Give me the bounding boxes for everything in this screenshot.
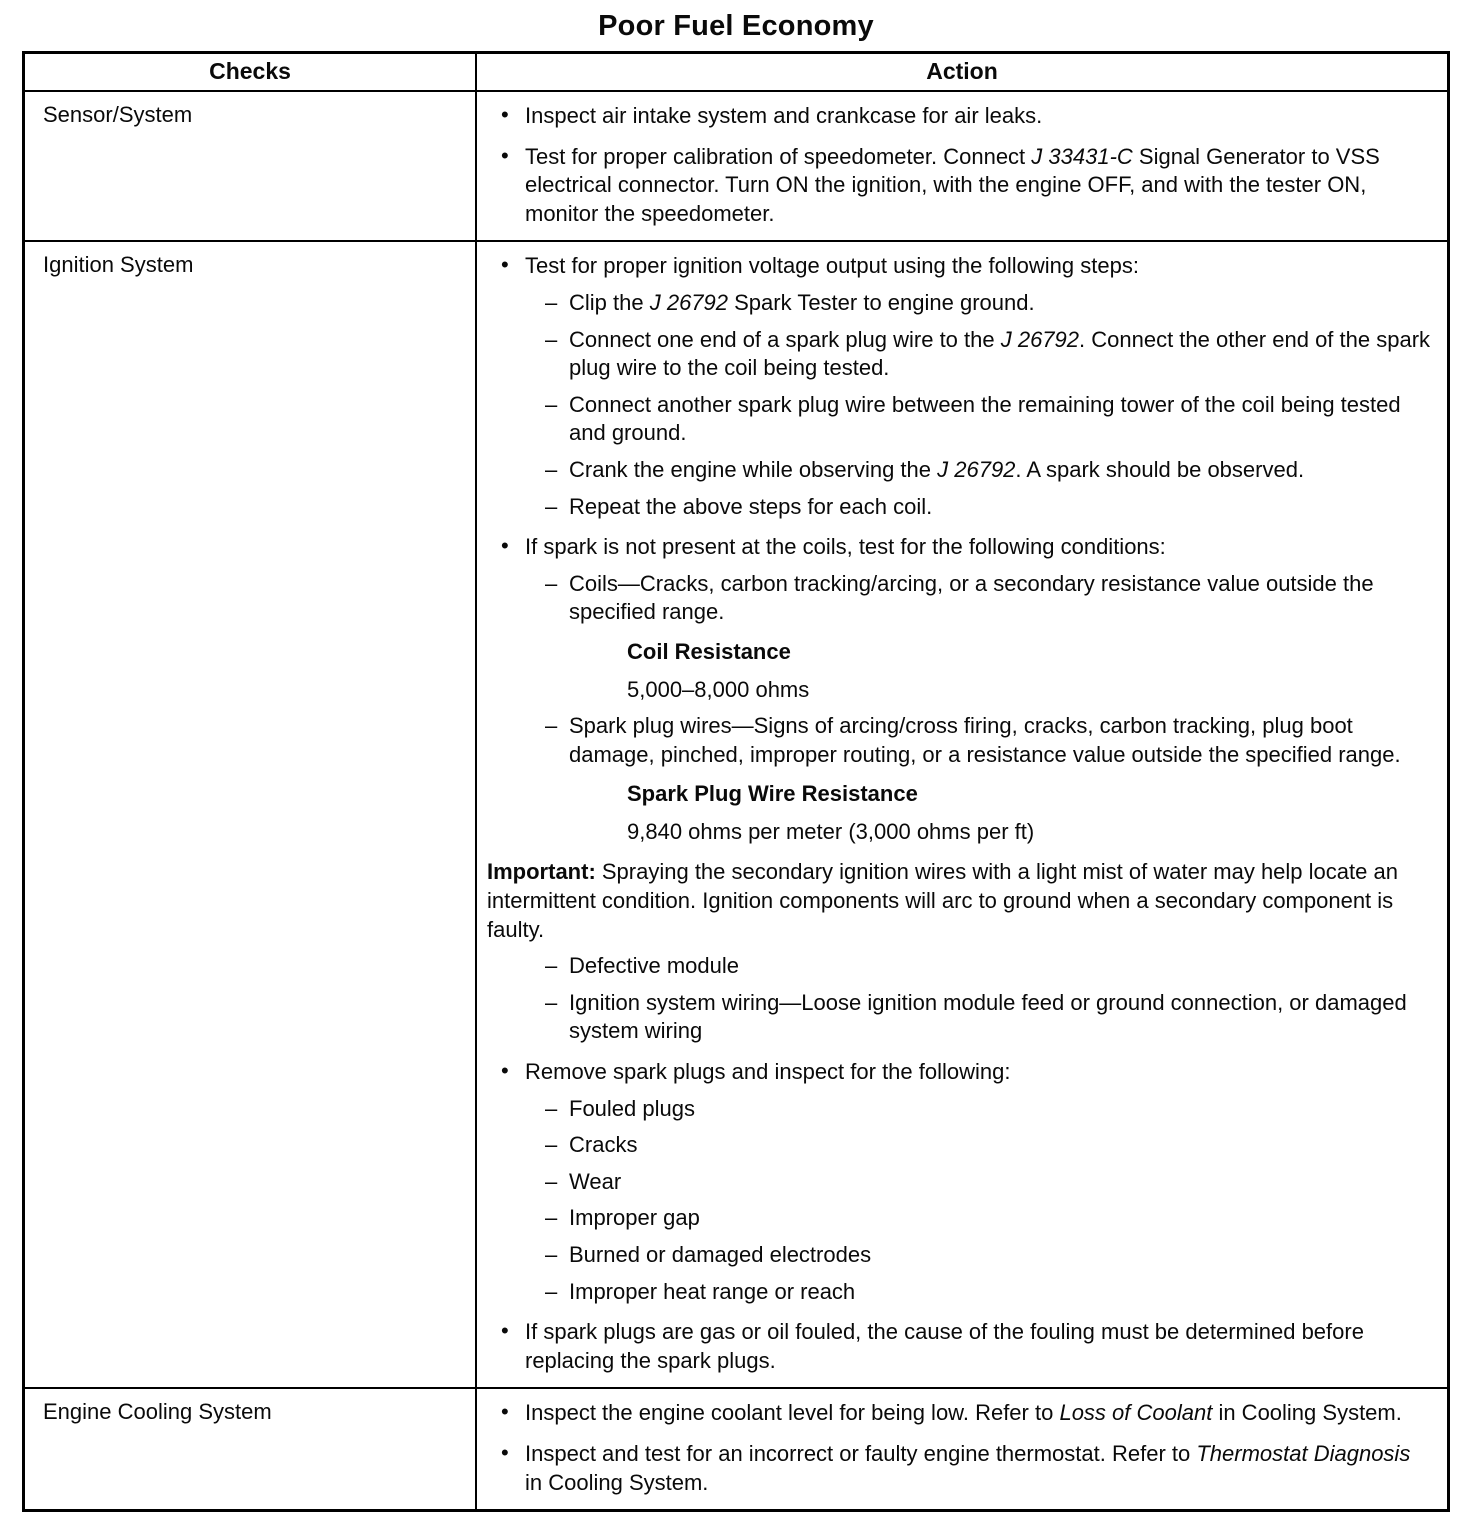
- text-segment: Fouled plugs: [569, 1095, 695, 1121]
- bullet-marker: •: [501, 1439, 509, 1465]
- action-item-dash: [487, 570, 1433, 627]
- check-cell: Engine Cooling System: [24, 1388, 477, 1510]
- table-row: [24, 91, 1449, 241]
- action-item-bullet: [487, 143, 1433, 229]
- dash-marker: –: [545, 1095, 558, 1121]
- text-segment: J 33431-C: [1031, 143, 1133, 169]
- text-segment: Signal Generator to VSS electrical connector. Turn ON the ignition, with the engine OFF, and with the tester ON, monitor the speedometer.: [525, 143, 1380, 226]
- action-item-subheading: [627, 780, 1433, 809]
- text-segment: If spark plugs are gas or oil fouled, the cause of the fouling must be determined before replacing the spark plugs.: [525, 1319, 1364, 1373]
- dash-marker: –: [545, 456, 558, 482]
- text-segment: J 26792: [649, 289, 729, 315]
- text-segment: Crank the engine while observing the: [569, 456, 938, 482]
- diagnostic-table: [22, 51, 1450, 1512]
- bullet-marker: •: [501, 533, 509, 559]
- text-segment: Ignition system wiring—Loose ignition module feed or ground connection, or damaged system wiring: [569, 989, 1407, 1044]
- text-segment: Defective module: [569, 953, 739, 979]
- action-cell: [476, 91, 1449, 241]
- action-item-dash: [487, 1278, 1433, 1307]
- text-segment: Improper heat range or reach: [569, 1278, 856, 1304]
- column-header-action: Action: [476, 53, 1449, 92]
- check-cell: Sensor/System: [24, 91, 477, 241]
- text-segment: in Cooling System.: [1212, 1400, 1402, 1426]
- text-segment: 5,000–8,000 ohms: [627, 676, 810, 702]
- text-segment: 9,840 ohms per meter (3,000 ohms per ft): [627, 818, 1035, 844]
- text-segment: Spark Plug Wire Resistance: [627, 781, 918, 807]
- bullet-marker: •: [501, 1399, 509, 1425]
- text-segment: Repeat the above steps for each coil.: [569, 493, 933, 519]
- column-header-checks: Checks: [24, 53, 477, 92]
- action-item-subvalue: [627, 818, 1433, 847]
- text-segment: Connect one end of a spark plug wire to the: [569, 326, 1001, 352]
- dash-marker: –: [545, 1205, 558, 1231]
- text-segment: Inspect air intake system and crankcase for air leaks.: [525, 103, 1043, 128]
- text-segment: Test for proper ignition voltage output using the following steps:: [525, 253, 1139, 279]
- text-segment: Loss of Coolant: [1059, 1400, 1213, 1426]
- text-segment: Coils—Cracks, carbon tracking/arcing, or a secondary resistance value outside the specified range.: [569, 570, 1374, 625]
- action-item-bullet: [487, 102, 1433, 131]
- bullet-marker: •: [501, 1318, 509, 1344]
- dash-marker: –: [545, 326, 558, 352]
- action-item-dash: [487, 493, 1433, 522]
- text-segment: Wear: [569, 1168, 622, 1194]
- text-segment: Clip the: [569, 289, 650, 315]
- action-item-dash: [487, 391, 1433, 448]
- action-item-bullet: [487, 1318, 1433, 1375]
- text-segment: Test for proper calibration of speedometer. Connect: [525, 143, 1032, 169]
- action-item-dash: [487, 1095, 1433, 1124]
- action-item-bullet: [487, 252, 1433, 281]
- text-segment: Important:: [487, 859, 596, 885]
- dash-marker: –: [545, 1278, 558, 1304]
- bullet-marker: •: [501, 142, 509, 168]
- text-segment: in Cooling System.: [525, 1469, 709, 1495]
- text-segment: Burned or damaged electrodes: [569, 1242, 872, 1267]
- header-row: [24, 53, 1449, 92]
- text-segment: J 26792: [937, 456, 1016, 482]
- action-item-dash: [487, 1131, 1433, 1160]
- action-item-subvalue: [627, 676, 1433, 705]
- action-item-bullet: [487, 533, 1433, 562]
- action-item-dash: [487, 1168, 1433, 1197]
- text-segment: J 26792: [1000, 326, 1080, 352]
- dash-marker: –: [545, 391, 558, 417]
- dash-marker: –: [545, 570, 558, 596]
- bullet-marker: •: [501, 1058, 509, 1084]
- bullet-marker: •: [501, 252, 509, 278]
- dash-marker: –: [545, 713, 558, 739]
- action-cell: [476, 1388, 1449, 1510]
- action-item-dash: [487, 952, 1433, 981]
- check-cell: Ignition System: [24, 241, 477, 1388]
- table-row: [24, 241, 1449, 1388]
- dash-marker: –: [545, 289, 558, 315]
- text-segment: Spark Tester to engine ground.: [728, 289, 1035, 315]
- action-item-dash: [487, 1204, 1433, 1233]
- text-segment: Thermostat Diagnosis: [1196, 1440, 1411, 1466]
- action-item-dash: [487, 289, 1433, 318]
- action-item-dash: [487, 1241, 1433, 1270]
- action-cell: [476, 241, 1449, 1388]
- text-segment: Cracks: [569, 1132, 638, 1158]
- action-item-dash: [487, 456, 1433, 485]
- text-segment: Spark plug wires—Signs of arcing/cross firing, cracks, carbon tracking, plug boot damage, pinched, improper routing, or a resistance value outside the specified range.: [569, 713, 1401, 767]
- action-item-paragraph: [487, 858, 1433, 944]
- dash-marker: –: [545, 1168, 558, 1194]
- text-segment: Improper gap: [569, 1205, 700, 1231]
- table-body: [24, 91, 1449, 1511]
- text-segment: . A spark should be observed.: [1015, 456, 1305, 482]
- table-header: [24, 53, 1449, 92]
- dash-marker: –: [545, 953, 558, 979]
- dash-marker: –: [545, 493, 558, 519]
- action-item-bullet: [487, 1399, 1433, 1428]
- action-item-bullet: [487, 1058, 1433, 1087]
- action-item-subheading: [627, 638, 1433, 667]
- action-item-dash: [487, 712, 1433, 769]
- dash-marker: –: [545, 1242, 558, 1267]
- dash-marker: –: [545, 989, 558, 1015]
- action-item-dash: [487, 989, 1433, 1046]
- table-row: [24, 1388, 1449, 1510]
- text-segment: Remove spark plugs and inspect for the following:: [525, 1059, 1011, 1085]
- bullet-marker: •: [501, 102, 509, 127]
- dash-marker: –: [545, 1132, 558, 1158]
- action-item-bullet: [487, 1440, 1433, 1497]
- page-title: Poor Fuel Economy: [598, 10, 874, 42]
- text-segment: Connect another spark plug wire between the remaining tower of the coil being tested and ground.: [569, 391, 1401, 446]
- text-segment: Inspect the engine coolant level for being low. Refer to: [525, 1400, 1060, 1426]
- text-segment: Inspect and test for an incorrect or faulty engine thermostat. Refer to: [525, 1440, 1197, 1466]
- text-segment: Coil Resistance: [627, 638, 791, 664]
- text-segment: . Connect the other end of the spark plug wire to the coil being tested.: [569, 326, 1431, 381]
- action-item-dash: [487, 326, 1433, 383]
- text-segment: Spraying the secondary ignition wires with a light mist of water may help locate an intermittent condition. Ignition components will arc to ground when a secondary component is faulty.: [487, 859, 1398, 942]
- text-segment: If spark is not present at the coils, test for the following conditions:: [525, 534, 1166, 560]
